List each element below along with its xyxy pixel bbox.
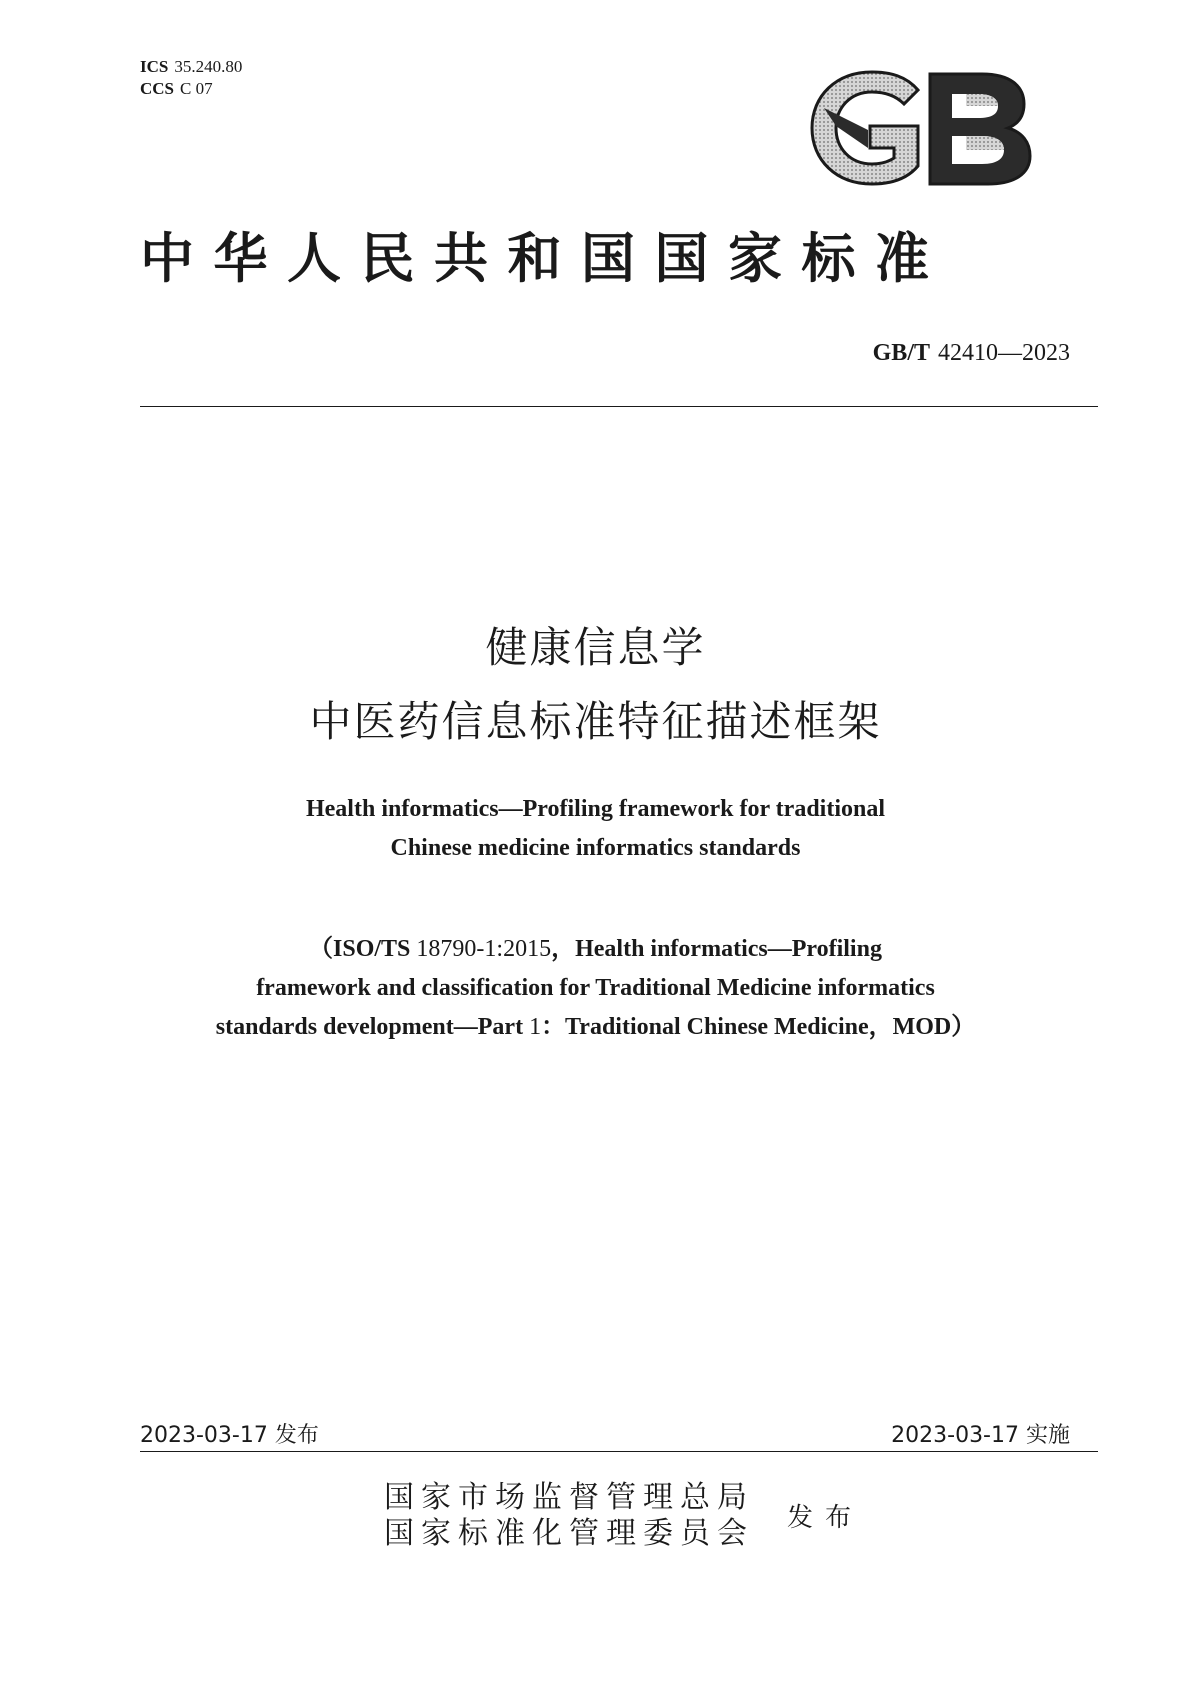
iso-reference-part-number: 1 [529,1014,542,1040]
iso-reference-part-title: ：Traditional Chinese Medicine，MOD） [541,1014,976,1040]
ccs-label: CCS [140,79,175,98]
ics-value: 35.240.80 [174,57,243,76]
title-cn-line2: 中医药信息标准特征描述框架 [309,697,882,746]
ccs-code [140,78,242,100]
classification-codes [140,56,242,100]
iso-reference-line1 [0,930,1191,969]
issue-label: 发布 [787,1503,864,1533]
iso-reference-line3 [0,1008,1191,1047]
iso-reference-open: （ISO/TS [309,936,417,962]
implementation-date: 2023-03-17 实施 [891,1423,1070,1448]
iso-reference-code: 18790-1:2015 [416,936,552,962]
issuing-authorities [384,1480,754,1552]
standard-number [873,340,1070,367]
issue-date: 2023-03-17 发布 [140,1423,319,1448]
title-en-line2: Chinese medicine informatics standards [390,835,801,861]
national-standard-title: 中华人民共和国国家标准 [140,226,949,290]
ccs-value: C 07 [180,79,213,98]
authority-samr: 国家市场监督管理总局 [384,1480,754,1515]
authority-sac: 国家标准化管理委员会 [384,1516,754,1551]
iso-reference-part: standards development—Part [215,1014,530,1040]
iso-reference-line2: framework and classification for Traditional Medicine informatics [256,975,935,1001]
title-en [0,790,1191,868]
title-en-line1: Health informatics—Profiling framework for traditional [305,796,886,822]
gb-logo-icon [806,68,1036,188]
header-divider [140,406,1098,407]
gb-logo [806,68,1036,188]
iso-reference-title: ，Health informatics—Profiling [551,936,882,962]
standard-code: 42410—2023 [938,340,1070,366]
standard-prefix: GB/T [872,340,930,366]
ics-code [140,56,242,78]
title-cn-line1: 健康信息学 [485,623,706,672]
iso-reference [0,930,1191,1047]
ics-label: ICS [140,57,169,76]
footer-divider [140,1451,1098,1452]
